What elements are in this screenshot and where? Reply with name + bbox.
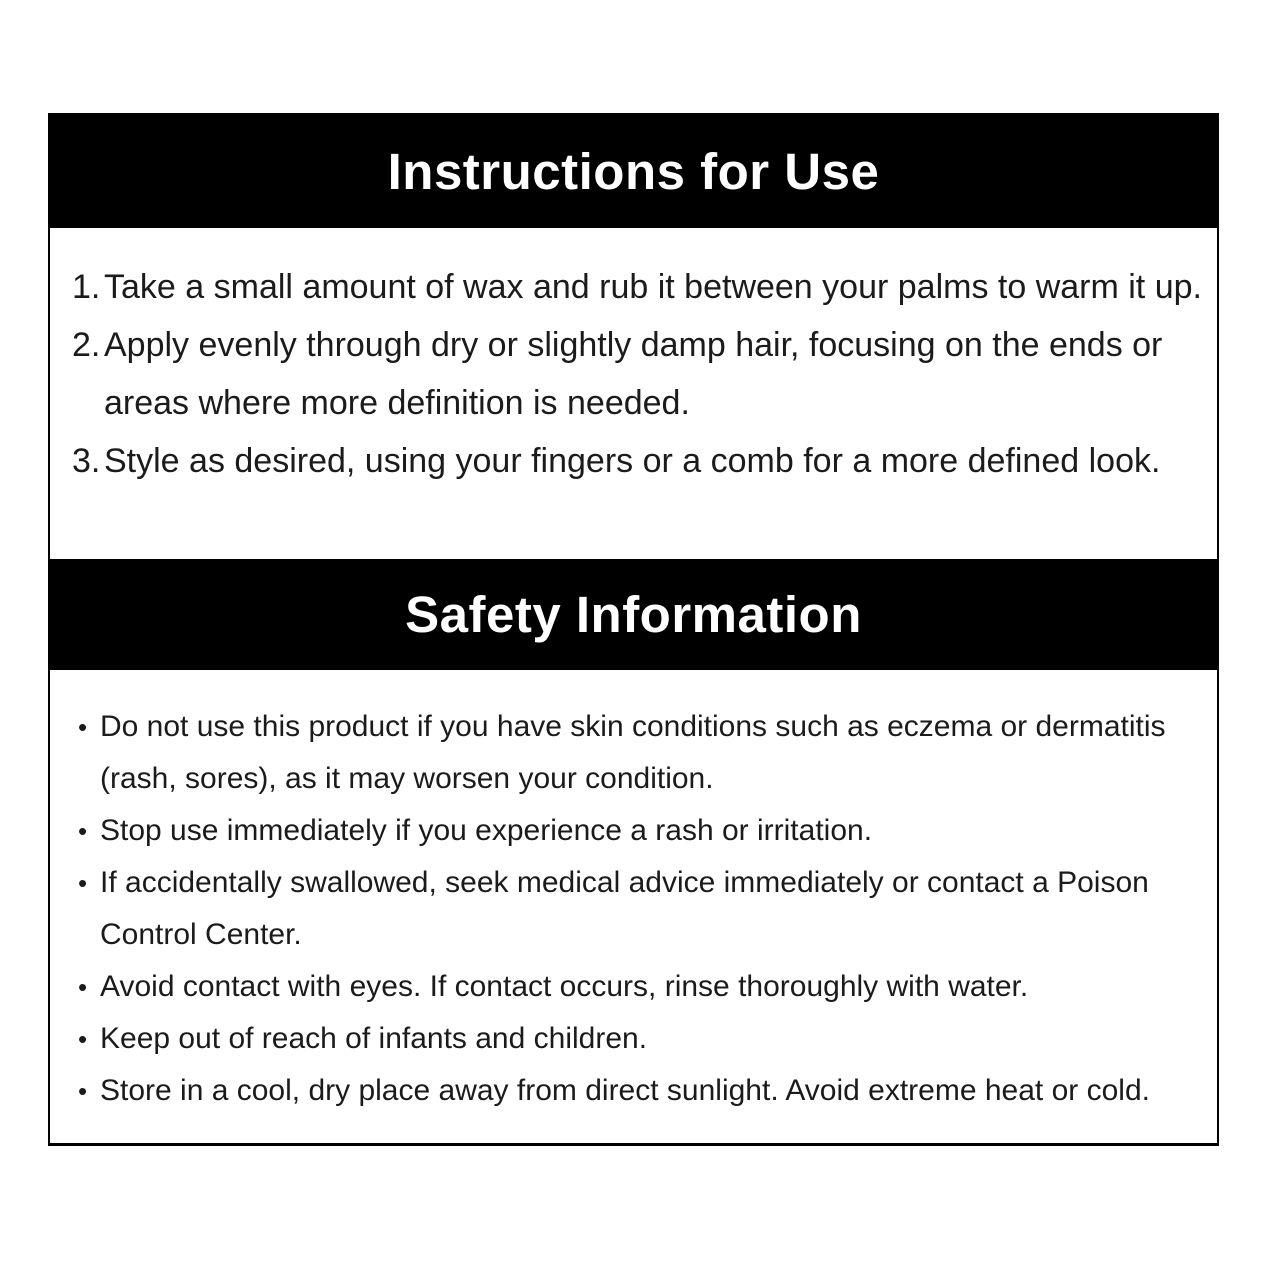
- list-item: [72, 316, 1216, 432]
- safety-list: [50, 670, 1217, 1143]
- list-item: [78, 805, 1216, 857]
- bullet-icon: •: [78, 816, 88, 846]
- bullet-icon: •: [78, 712, 88, 742]
- item-text: Store in a cool, dry place away from direct sunlight. Avoid extreme heat or cold.: [100, 1074, 1150, 1107]
- list-item: [72, 432, 1216, 490]
- item-text: Style as desired, using your fingers or a comb for a more defined look.: [104, 442, 1161, 480]
- bullet-icon: •: [78, 868, 88, 898]
- item-number: 3.: [72, 442, 101, 480]
- list-item: [78, 961, 1216, 1013]
- item-text: Avoid contact with eyes. If contact occurs, rinse thoroughly with water.: [100, 970, 1029, 1003]
- item-text: Keep out of reach of infants and children.: [100, 1022, 648, 1055]
- safety-header-bar: [50, 559, 1217, 670]
- item-text: Stop use immediately if you experience a rash or irritation.: [100, 814, 873, 847]
- item-number: 2.: [72, 326, 101, 364]
- item-text: Apply evenly through dry or slightly damp hair, focusing on the ends or areas where more definition is needed.: [104, 326, 1163, 422]
- label-card: [48, 113, 1219, 1146]
- list-item: [78, 1013, 1216, 1065]
- instructions-list: [50, 228, 1217, 559]
- list-item: [78, 1065, 1216, 1117]
- bullet-icon: •: [78, 1024, 88, 1054]
- item-text: Do not use this product if you have skin conditions such as eczema or dermatitis (rash, sores), as it may worsen your condition.: [100, 710, 1166, 795]
- item-number: 1.: [72, 268, 101, 306]
- instructions-title: Instructions for Use: [387, 143, 880, 200]
- list-item: [72, 258, 1216, 316]
- item-text: Take a small amount of wax and rub it between your palms to warm it up.: [104, 268, 1202, 306]
- list-item: [78, 857, 1216, 961]
- bullet-icon: •: [78, 1076, 88, 1106]
- instructions-header-bar: [50, 115, 1217, 228]
- bullet-icon: •: [78, 972, 88, 1002]
- safety-title: Safety Information: [405, 586, 862, 643]
- list-item: [78, 701, 1216, 805]
- item-text: If accidentally swallowed, seek medical advice immediately or contact a Poison Control Center.: [100, 866, 1149, 951]
